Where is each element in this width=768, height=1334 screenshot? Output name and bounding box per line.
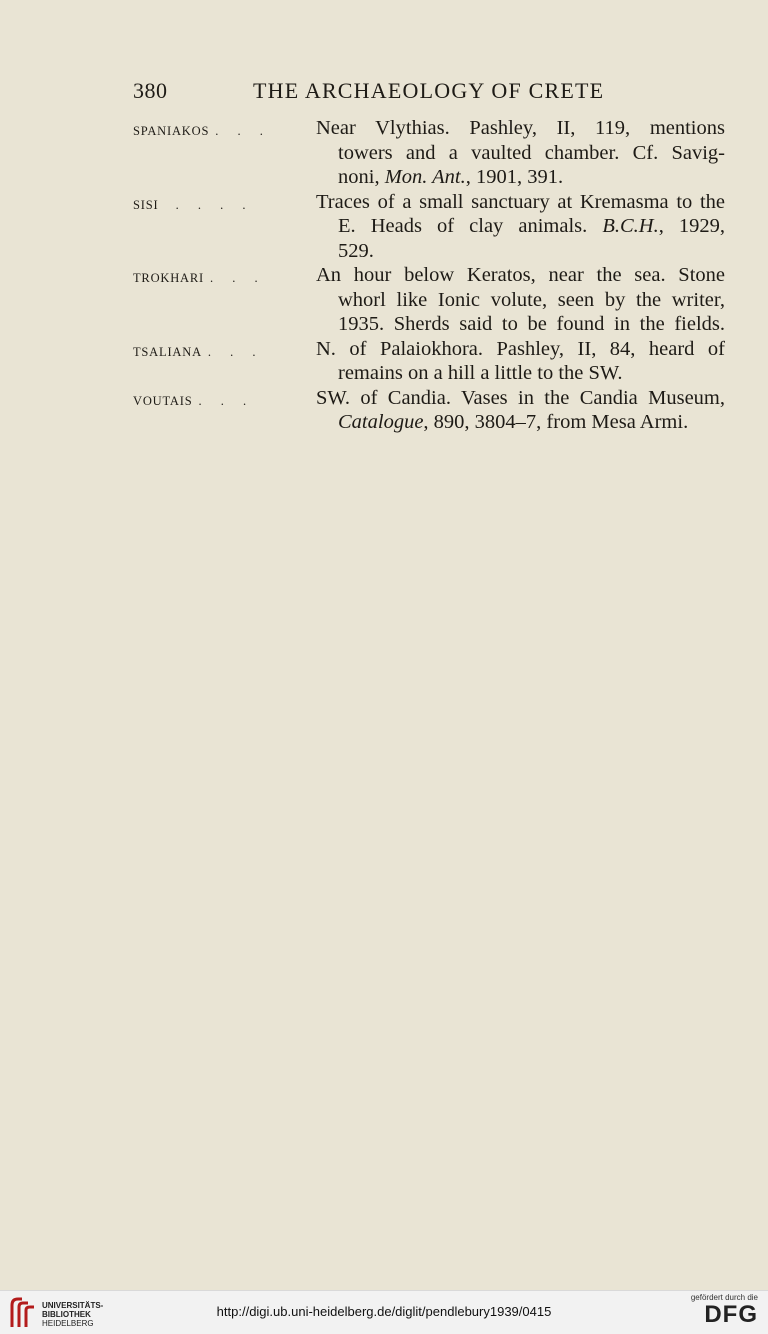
entry-term: SPANIAKOS bbox=[133, 124, 210, 138]
entry-spaniakos: SPANIAKOS . . . Near Vlythias. Pashley, II, 119, mentions towers and a vaulted chamber. Cf. Savig- noni, Mon. Ant., 1901, 391. bbox=[133, 117, 725, 188]
entry-line: Traces of a small sanctuary at Kremasma to the bbox=[316, 190, 725, 213]
entry-line: N. of Palaiokhora. Pashley, II, 84, heard of bbox=[316, 337, 725, 360]
permalink-url[interactable]: http://digi.ub.uni-heidelberg.de/diglit/pendlebury1939/0415 bbox=[216, 1304, 552, 1319]
entry-description bbox=[316, 116, 725, 190]
entry-line: An hour below Keratos, near the sea. Stone bbox=[316, 264, 725, 286]
digitization-footer bbox=[0, 1290, 768, 1334]
entry-voutais: VOUTAIS . . . SW. of Candia. Vases in the Candia Museum, Catalogue, 890, 3804–7, from Mesa Armi. bbox=[133, 386, 725, 433]
funding-note: gefördert durch die bbox=[690, 1293, 758, 1302]
library-name-line-1: UNIVERSITÄTS- bbox=[42, 1301, 104, 1310]
entry-line: E. Heads of clay animals. B.C.H., 1929, bbox=[338, 215, 726, 237]
entry-line: Near Vlythias. Pashley, II, 119, mentions bbox=[316, 117, 725, 139]
running-title: THE ARCHAEOLOGY OF CRETE bbox=[253, 78, 605, 103]
entry-line: 1935. Sherds said to be found in the fields. bbox=[338, 313, 725, 335]
entry-description bbox=[316, 263, 725, 337]
page-number: 380 bbox=[133, 78, 168, 103]
entry-line: remains on a hill a little to the SW. bbox=[338, 362, 623, 384]
entry-description bbox=[316, 386, 725, 435]
library-city: HEIDELBERG bbox=[42, 1319, 94, 1328]
gazetteer-entries bbox=[133, 116, 725, 435]
entry-line: noni, Mon. Ant., 1901, 391. bbox=[338, 166, 564, 188]
entry-sisi: SISI . . . . Traces of a small sanctuary at Kremasma to the E. Heads of clay animals. B.C.H., 1929, 529. bbox=[133, 190, 726, 262]
entry-tsaliana: TSALIANA . . . N. of Palaiokhora. Pashley, II, 84, heard of remains on a hill a little to the SW. bbox=[133, 337, 725, 384]
entry-term: TROKHARI bbox=[133, 271, 204, 285]
entry-line: Catalogue, 890, 3804–7, from Mesa Armi. bbox=[338, 411, 689, 433]
dfg-logo[interactable] bbox=[673, 1293, 758, 1328]
entry-term: SISI bbox=[133, 197, 159, 212]
entry-line: towers and a vaulted chamber. Cf. Savig- bbox=[338, 141, 725, 164]
entry-line: whorl like Ionic volute, seen by the writer, bbox=[338, 288, 725, 311]
entry-line: 529. bbox=[338, 239, 374, 262]
entry-line: SW. of Candia. Vases in the Candia Museum, bbox=[316, 386, 725, 409]
entry-description bbox=[316, 190, 725, 264]
entry-term: VOUTAIS bbox=[133, 393, 193, 408]
funder-name: DFG bbox=[704, 1301, 758, 1328]
library-name-line-2: BIBLIOTHEK bbox=[42, 1310, 91, 1319]
entry-trokhari: TROKHARI . . . An hour below Keratos, near the sea. Stone whorl like Ionic volute, seen by the writer, 1935. Sherds said to be found in the fields. bbox=[133, 264, 725, 335]
entry-description bbox=[316, 337, 725, 386]
entry-term: TSALIANA bbox=[133, 344, 202, 359]
